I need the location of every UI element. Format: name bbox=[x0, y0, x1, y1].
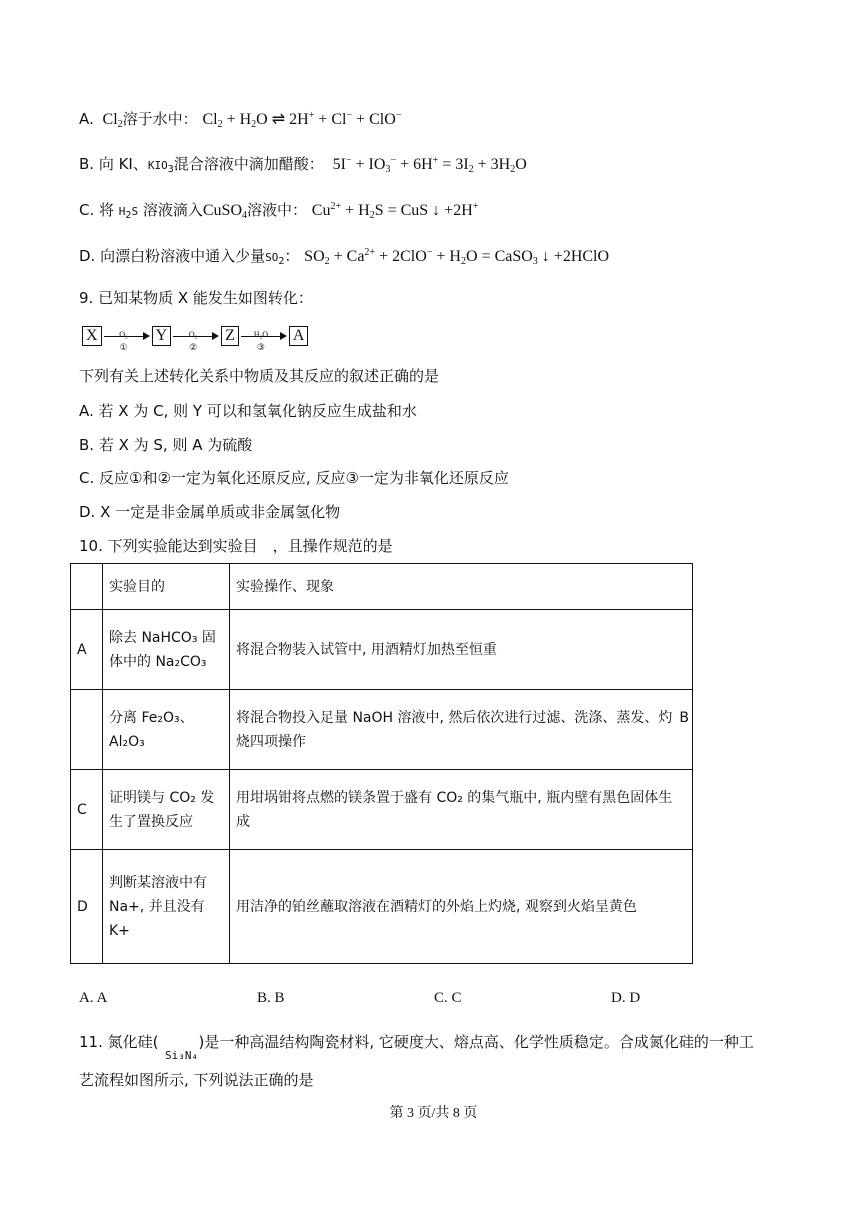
header-purpose: 实验目的 bbox=[103, 564, 230, 610]
q9-option-b: B. 若 X 为 S, 则 A 为硫酸 bbox=[79, 436, 253, 454]
q8-option-d: D. 向漂白粉溶液中通入少量$SO_2$： $SO_2 + Ca^{2+} + 2ClO^- + H_2O$ = CaSO$_3$ ↓ +2HClO bbox=[79, 247, 610, 267]
q9-option-d: D. X 一定是非金属单质或非金属氢化物 bbox=[79, 503, 341, 521]
experiment-table bbox=[70, 563, 693, 964]
arrow-2: O₂ ② bbox=[173, 327, 219, 345]
q8-c-equation: $Cu^{2+} + H_2S$ = CuS ↓ +2H+ bbox=[311, 201, 479, 221]
q9-conversion-diagram bbox=[82, 324, 308, 353]
box-a: A bbox=[289, 326, 309, 346]
q8-b-equation: $5I^- + IO_3^- + 6H^+ = 3I_2 + 3H_2O$ bbox=[328, 155, 527, 175]
q9-option-a: A. 若 X 为 C, 则 Y 可以和氢氧化钠反应生成盐和水 bbox=[79, 402, 417, 420]
table-row: A 除去 NaHCO₃ 固体中的 Na₂CO₃ 将混合物装入试管中, 用酒精灯加热至恒重 bbox=[71, 610, 693, 690]
page-number: 第 3 页/共 8 页 bbox=[389, 1106, 478, 1121]
table-row: D 判断某溶液中有 Na+, 并且没有 K+ 用洁净的铂丝蘸取溶液在酒精灯的外焰上灼烧, 观察到火焰呈黄色 bbox=[71, 850, 693, 964]
box-z: Z bbox=[221, 326, 239, 346]
q8-a-equation: $Cl_2 + H_2O$ ⇌ 2H+ + Cl− + ClO− bbox=[202, 110, 402, 130]
q11-stem-line1: 11. 氮化硅( )是一种高温结构陶瓷材料, 它硬度大、熔点高、化学性质稳定。合成氮化硅的一种工 bbox=[79, 1033, 754, 1051]
q9-question: 下列有关上述转化关系中物质及其反应的叙述正确的是 bbox=[79, 367, 440, 385]
arrow-1: O₂ ① bbox=[104, 327, 150, 345]
table-header-row bbox=[71, 564, 693, 610]
q11-formula: Si₃N₄ bbox=[165, 1049, 199, 1062]
q10-choice-c: C. C bbox=[434, 990, 462, 1006]
q10-choice-a: A. A bbox=[79, 990, 108, 1006]
q11-stem-line2: 艺流程如图所示, 下列说法正确的是 bbox=[79, 1071, 314, 1089]
q9-option-c: C. 反应①和②一定为氧化还原反应, 反应③一定为非氧化还原反应 bbox=[79, 469, 509, 487]
q8-d-equation: $SO_2 + Ca^{2+} + 2ClO^- + H_2O$ = CaSO$_3$ ↓ +2HClO bbox=[304, 247, 610, 267]
q10-stem: 10. 下列实验能达到实验目 ，且操作规范的是 bbox=[79, 537, 393, 555]
header-operation: 实验操作、现象 bbox=[230, 564, 693, 610]
q8-option-a: A. $Cl_2$溶于水中： $Cl_2 + H_2O$ ⇌ 2H+ + Cl− + ClO− bbox=[79, 110, 402, 130]
q8-option-b: B. 向 KI、$KIO_3$混合溶液中滴加醋酸： $5I^- + IO_3^- + 6H^+ = 3I_2 + 3H_2O$ bbox=[79, 155, 527, 175]
arrow-3: H₂O ③ bbox=[241, 327, 287, 345]
table-row: C 证明镁与 CO₂ 发生了置换反应 用坩埚钳将点燃的镁条置于盛有 CO₂ 的集气瓶中, 瓶内壁有黑色固体生成 bbox=[71, 770, 693, 850]
q10-choice-b: B. B bbox=[257, 990, 285, 1006]
table-row: 分离 Fe₂O₃、Al₂O₃ 将混合物投入足量 NaOH 溶液中, 然后依次进行过滤、洗涤、蒸发、灼烧四项操作 B bbox=[71, 690, 693, 770]
box-y: Y bbox=[152, 326, 172, 346]
box-x: X bbox=[82, 326, 102, 346]
q9-stem: 9. 已知某物质 X 能发生如图转化： bbox=[79, 289, 313, 307]
q8-option-c: C. 将 $H_2S$ 溶液滴入CuSO$_4$溶液中： $Cu^{2+} + H_2S$ = CuS ↓ +2H+ bbox=[79, 201, 479, 221]
q10-choice-d: D. D bbox=[611, 990, 641, 1006]
